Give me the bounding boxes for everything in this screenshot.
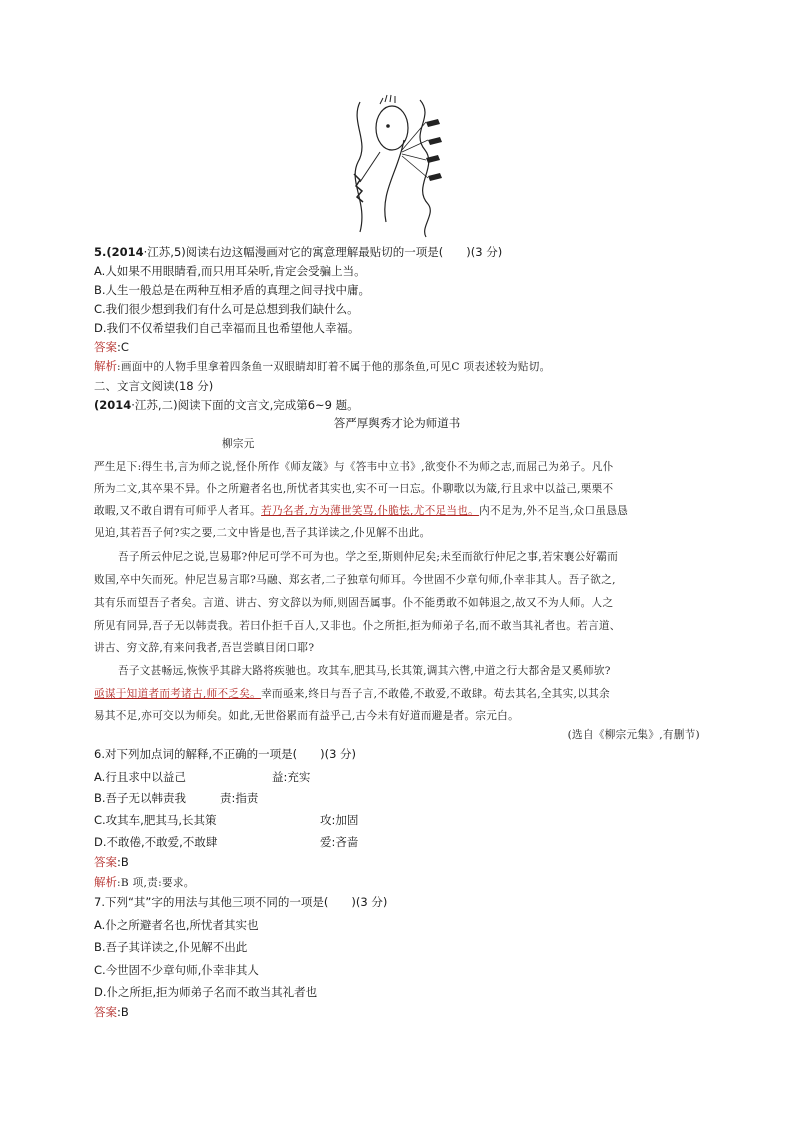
article-p1-underline: 若乃名者,方为薄世笑骂,仆脆怯,尤不足当也。 <box>261 505 480 517</box>
q5-year: 2014 <box>111 245 144 259</box>
section2-intro: (2014·江苏,二)阅读下面的文言文,完成第6~9 题。 <box>94 398 359 412</box>
q5-analysis-text: :画面中的人物手里拿着四条鱼一双眼睛却盯着不属于他的那条鱼,可见C 项表述较为贴切。 <box>117 361 551 373</box>
q7-option-b: B.吾子其详读之,仆见解不出此 <box>94 940 248 954</box>
q6-answer <box>94 854 129 870</box>
comic-illustration <box>340 92 460 238</box>
q5-option-c: C.我们很少想到我们有什么可是总想到我们缺什么。 <box>94 302 359 316</box>
q5-answer-label: 答案 <box>94 340 117 354</box>
article-p3-underline: 亟谋于知道者而考诸古,师不乏矣。 <box>94 688 262 700</box>
q6-option-d: D.不敢倦,不敢爱,不敢肆 <box>94 835 218 849</box>
q6-option-c-gloss: 攻:加固 <box>320 813 359 827</box>
q7-option-d: D.仆之所拒,拒为师弟子名而不敢当其礼者也 <box>94 985 318 999</box>
q6-option-b: B.吾子无以韩责我 <box>94 791 187 805</box>
section2-title: 二、文言文阅读(18 分) <box>94 379 214 393</box>
article-p1-line1: 严生足下:得生书,言为师之说,怪仆所作《师友箴》与《答韦中立书》,欲变仆不为师之志,而屈己为弟子。凡仆 <box>94 461 614 473</box>
article-p2-line5: 讲古、穷文辞,有来问我者,吾岂尝瞋目闭口耶? <box>94 642 315 654</box>
q5-answer <box>94 339 129 355</box>
q6-analysis-label: 解析 <box>94 875 117 889</box>
q5-option-a: A.人如果不用眼睛看,而只用耳朵听,肯定会受骗上当。 <box>94 264 366 278</box>
article-p3-line3: 易其不足,亦可交以为师矣。如此,无世俗累而有益乎己,古今未有好道而避是者。宗元白。 <box>94 710 519 722</box>
q7-stem: 7.下列“其”字的用法与其他三项不同的一项是( )(3 分) <box>94 895 388 909</box>
q7-answer <box>94 1004 129 1020</box>
q5-answer-value: :C <box>117 340 129 354</box>
article-p3-line2 <box>94 686 610 702</box>
q6-analysis <box>94 874 195 891</box>
article-p1-line2: 所为二文,其卒果不异。仆之所避者名也,所忧者其实也,实不可一日忘。仆聊歌以为箴,行且求中以益己,栗栗不 <box>94 483 614 495</box>
q6-option-a-text: A.行且求中以益己 <box>94 770 186 784</box>
section2-intro-text: )阅读下面的文言文,完成第6~9 题。 <box>173 398 359 412</box>
section2-year: 2014 <box>99 398 132 412</box>
q5-analysis <box>94 358 551 375</box>
article-p2-line1: 吾子所云仲尼之说,岂易耶?仲尼可学不可为也。学之至,斯则仲尼矣;未至而欲行仲尼之事,若宋襄公好霸而 <box>118 551 619 563</box>
article-p1-seg1: 敢暇,又不敢自谓有可师乎人者耳。 <box>94 505 262 517</box>
q5-stem: 5.(2014·江苏,5)阅读右边这幅漫画对它的寓意理解最贴切的一项是( )(3 分) <box>94 245 503 259</box>
article-source: (选自《柳宗元集》,有删节) <box>567 729 700 741</box>
q5-option-b: B.人生一般总是在两种互相矛盾的真理之间寻找中庸。 <box>94 283 371 297</box>
q7-option-c: C.今世固不少章句师,仆幸非其人 <box>94 963 259 977</box>
q6-answer-value: :B <box>117 855 129 869</box>
q6-option-b-gloss: 责:指责 <box>220 791 259 805</box>
q6-option-a-gloss: 益:充实 <box>272 770 311 784</box>
q6-stem: 6.对下列加点词的解释,不正确的一项是( )(3 分) <box>94 747 357 761</box>
q6-option-c: C.攻其车,肥其马,长其策 <box>94 813 217 827</box>
article-author: 柳宗元 <box>222 438 255 450</box>
q7-answer-label: 答案 <box>94 1005 117 1019</box>
article-p1-line4: 见迫,其若吾子何?实之要,二文中皆是也,吾子其详读之,仆见解不出此。 <box>94 527 431 539</box>
q6-option-d-gloss: 爱:吝啬 <box>320 835 359 849</box>
article-p2-line2: 败国,卒中矢而死。仲尼岂易言耶?马融、郑玄者,二子独章句师耳。今世固不少章句师,仆幸非其人。吾子欲之, <box>94 574 616 586</box>
article-p1-seg2: 内不足为,外不足当,众口虽恳恳 <box>479 505 629 517</box>
q5-source: ·江苏,5 <box>143 245 182 259</box>
q7-answer-value: :B <box>117 1005 129 1019</box>
q7-option-a: A.仆之所避者名也,所忧者其实也 <box>94 918 259 932</box>
q5-stem-text: 阅读右边这幅漫画对它的寓意理解最贴切的一项是( )(3 分) <box>185 245 503 259</box>
article-p3-seg: 幸而亟来,终日与吾子言,不敢倦,不敢爱,不敢肆。苟去其名,全其实,以其余 <box>261 688 610 700</box>
q6-option-a <box>94 769 186 785</box>
article-p3-line1: 吾子文甚畅远,恢恢乎其辟大路将疾驰也。攻其车,肥其马,长其策,调其六辔,中道之行大都舍是又奚师欤? <box>118 665 611 677</box>
article-title: 答严厚舆秀才论为师道书 <box>333 416 461 430</box>
q6-analysis-text: :B 项,责:要求。 <box>117 877 195 889</box>
q5-analysis-label: 解析 <box>94 359 117 373</box>
section2-source: ·江苏,二 <box>131 398 174 412</box>
q6-answer-label: 答案 <box>94 855 117 869</box>
article-p2-line4: 所见有同异,吾子无以韩责我。若曰仆拒千百人,又非也。仆之所拒,拒为师弟子名,而不敢当其礼者也。若言道、 <box>94 620 621 632</box>
article-p1-line3 <box>94 503 628 519</box>
article-p2-line3: 其有乐而望吾子者矣。言道、讲古、穷文辞以为师,则固吾属事。仆不能勇敢不如韩退之,故又不为人师。人之 <box>94 597 614 609</box>
q5-option-d: D.我们不仅希望我们自己幸福而且也希望他人幸福。 <box>94 321 360 335</box>
